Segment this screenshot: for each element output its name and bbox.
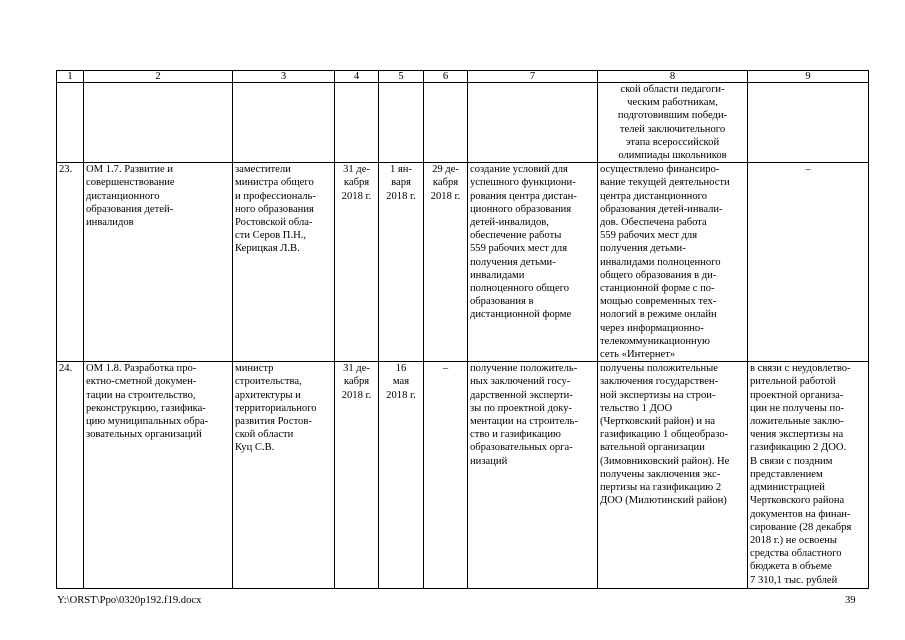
cell-empty [379,83,424,163]
cell-planned-date: 31 де- кабря 2018 г. [335,163,379,362]
header-col-8: 8 [598,71,748,83]
cell-expected-result: получение положитель- ных заключений госу- дарственной эксперти- зы по проектной доку- ментации на строитель- ство и газификацию образовательных орга- низаций [468,362,598,589]
header-col-4: 4 [335,71,379,83]
cell-end-date: 29 де- кабря 2018 г. [424,163,468,362]
header-row [57,71,869,83]
cell-empty [335,83,379,163]
table-row-23 [57,163,869,362]
cell-empty [424,83,468,163]
cell-empty [84,83,233,163]
cell-number: 23. [57,163,84,362]
header-col-7: 7 [468,71,598,83]
cell-end-date: – [424,362,468,589]
cell-problems: в связи с неудовлетво- рительной работой проектной организа- ции не получены по- ложительные заклю- чения экспертизы на газификацию 2 ДОО. В связи с поздним представлением администрацией Чертковского района документов на финан- сирование (28 декабря 2018 г.) не освоены средства областного бюджета в объеме 7 310,1 тыс. рублей [748,362,869,589]
cell-responsible: заместители министра общего и профессиональ- ного образования Ростовской обла- сти Серов П.Н., Керицкая Л.В. [233,163,335,362]
cell-empty [468,83,598,163]
cell-responsible: министр строительства, архитектуры и территориального развития Ростов- ской области Куц С.В. [233,362,335,589]
footer-file-path: Y:\ORST\Ppo\0320p192.f19.docx [57,595,202,606]
table-row-24 [57,362,869,589]
header-col-3: 3 [233,71,335,83]
table-row-continuation [57,83,869,163]
cell-problems: – [748,163,869,362]
cell-planned-date: 31 де- кабря 2018 г. [335,362,379,589]
cell-actual-result: осуществлено финансиро- вание текущей деятельности центра дистанционного образования детей-инвали- дов. Обеспечена работа 559 рабочих мест для получения детьми- инвалидами полноценного общего образования в ди- станционной форме с по- мощью современных тех- нологий в режиме онлайн через информационно- телекоммуникационную сеть «Интернет» [598,163,748,362]
cell-start-date: 16 мая 2018 г. [379,362,424,589]
header-col-2: 2 [84,71,233,83]
header-col-5: 5 [379,71,424,83]
cell-measure: ОМ 1.7. Развитие и совершенствование дистанционного образования детей- инвалидов [84,163,233,362]
cell-empty [57,83,84,163]
cell-actual-result: получены положительные заключения государствен- ной экспертизы на строи- тельство 1 ДОО (Чертковский район) и на газификацию 1 общеобразо- вательной организации (Зимовниковский район). Не получены заключения экс- пертизы на газификацию 2 ДОО (Милютинский район) [598,362,748,589]
cell-result-continued: ской области педагоги- ческим работникам, подготовившим победи- телей заключительного этапа всероссийской олимпиады школьников [598,83,748,163]
header-col-1: 1 [57,71,84,83]
page-number: 39 [845,595,856,606]
header-col-9: 9 [748,71,869,83]
header-col-6: 6 [424,71,468,83]
cell-empty [233,83,335,163]
report-table [56,70,869,589]
cell-measure: ОМ 1.8. Разработка про- ектно-сметной докумен- тации на строительство, реконструкцию, газифика- цию муниципальных обра- зовательных организаций [84,362,233,589]
cell-empty [748,83,869,163]
cell-expected-result: создание условий для успешного функциони- рования центра дистан- ционного образования детей-инвалидов, обеспечение работы 559 рабочих мест для получения детьми- инвалидами полноценного общего образования в дистанционной форме [468,163,598,362]
cell-number: 24. [57,362,84,589]
cell-start-date: 1 ян- варя 2018 г. [379,163,424,362]
